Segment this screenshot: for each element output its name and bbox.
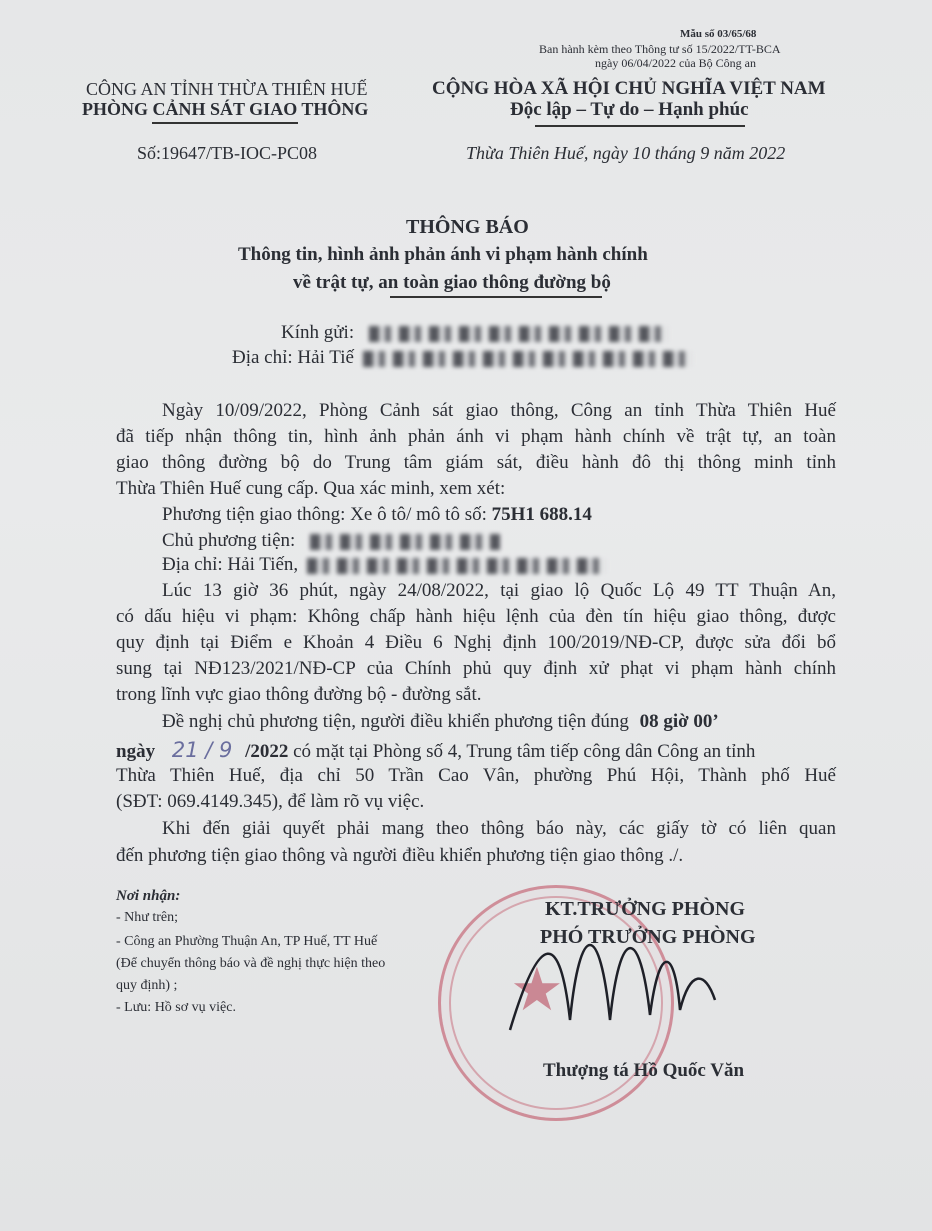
vehicle-line (162, 504, 592, 526)
body-line: giao thông đường bộ do Trung tâm giám sát, điều hành đô thị thông minh tỉnh (116, 452, 836, 473)
redacted-address (363, 351, 693, 367)
agency-name: PHÒNG CẢNH SÁT GIAO THÔNG (82, 99, 369, 119)
body-line: sung tại NĐ123/2021/NĐ-CP của Chính phủ quy định xử phạt vi phạm hành chính (116, 658, 836, 679)
appointment-line (116, 738, 755, 763)
form-issued-with: Ban hành kèm theo Thông tư số 15/2022/TT-BCA (539, 42, 781, 56)
subtitle-underline (390, 296, 602, 298)
appointment-year: /2022 (245, 741, 289, 762)
body-line: đến phương tiện giao thông và người điều khiển phương tiện giao thông ./. (116, 845, 684, 866)
redacted-owner-address (307, 558, 607, 574)
body-line: (SĐT: 069.4149.345), để làm rõ vụ việc. (116, 791, 425, 812)
recipient-item: (Để chuyển thông báo và đề nghị thực hiện theo (116, 956, 386, 971)
body-line: Thừa Thiên Huế cung cấp. Qua xác minh, xem xét: (116, 478, 506, 499)
document-title: THÔNG BÁO (406, 216, 529, 238)
document-subtitle-1: Thông tin, hình ảnh phản ánh vi phạm hành chính (238, 244, 648, 265)
owner-line (162, 530, 500, 552)
recipients-label: Nơi nhận: (116, 888, 181, 904)
document-number: Số:19647/TB-IOC-PC08 (137, 143, 318, 163)
agency-parent: CÔNG AN TỈNH THỪA THIÊN HUẾ (86, 79, 368, 99)
place-date: Thừa Thiên Huế, ngày 10 tháng 9 năm 2022 (466, 143, 786, 163)
appointment-place: có mặt tại Phòng số 4, Trung tâm tiếp công dân Công an tỉnh (293, 741, 756, 762)
body-line: Ngày 10/09/2022, Phòng Cảnh sát giao thông, Công an tỉnh Thừa Thiên Huế (162, 400, 836, 421)
signature-title-1: KT.TRƯỞNG PHÒNG (545, 898, 745, 920)
redacted-name (369, 326, 669, 342)
request-text: Đề nghị chủ phương tiện, người điều khiển phương tiện đúng (162, 711, 629, 732)
owner-label: Chủ phương tiện: (162, 530, 296, 551)
owner-address-label: Địa chỉ: Hải Tiến, (162, 554, 299, 575)
recipient-item: - Lưu: Hồ sơ vụ việc. (116, 1000, 236, 1015)
recipient-label: Kính gửi: (281, 322, 355, 343)
body-line (162, 711, 719, 733)
recipient-item: quy định) ; (116, 978, 178, 993)
recipient-address-label: Địa chỉ: Hải Tiế (232, 347, 354, 368)
handwritten-date: 21 / 9 (171, 738, 233, 762)
redacted-owner (310, 534, 500, 550)
signature-title-2: PHÓ TRƯỞNG PHÒNG (540, 926, 756, 948)
body-line: trong lĩnh vực giao thông đường bộ - đường sắt. (116, 684, 482, 705)
national-motto: CỘNG HÒA XÃ HỘI CHỦ NGHĨA VIỆT NAM (432, 78, 826, 99)
recipient-item: - Như trên; (116, 910, 179, 925)
body-line: Lúc 13 giờ 36 phút, ngày 24/08/2022, tại giao lộ Quốc Lộ 49 TT Thuận An, (162, 580, 836, 601)
owner-address-line (162, 554, 607, 576)
appointment-day-label: ngày (116, 741, 156, 762)
signer-name: Thượng tá Hồ Quốc Văn (543, 1060, 745, 1081)
document-subtitle-2: về trật tự, an toàn giao thông đường bộ (293, 272, 611, 293)
recipient-item: - Công an Phường Thuận An, TP Huế, TT Huế (116, 934, 378, 949)
stamp-star-icon: ★ (510, 957, 564, 1023)
vehicle-plate: 75H1 688.14 (491, 504, 592, 525)
recipient-address-line (232, 347, 693, 369)
body-line: quy định tại Điểm e Khoản 4 Điều 6 Nghị định 100/2019/NĐ-CP, được sửa đổi bổ (116, 632, 836, 653)
form-issued-date: ngày 06/04/2022 của Bộ Công an (595, 56, 756, 70)
body-line: Khi đến giải quyết phải mang theo thông báo này, các giấy tờ có liên quan (162, 818, 836, 839)
slogan-underline (535, 125, 745, 127)
body-line: đã tiếp nhận thông tin, hình ảnh phản ánh vi phạm hành chính về trật tự, an toàn (116, 426, 836, 447)
vehicle-label: Phương tiện giao thông: Xe ô tô/ mô tô số: (162, 504, 487, 525)
national-slogan: Độc lập – Tự do – Hạnh phúc (510, 99, 749, 120)
form-number: Mẫu số 03/65/68 (680, 28, 757, 40)
body-line: Thừa Thiên Huế, địa chỉ 50 Trần Cao Vân, phường Phú Hội, Thành phố Huế (116, 765, 836, 786)
recipient-line (281, 322, 669, 344)
body-line: có dấu hiệu vi phạm: Không chấp hành hiệu lệnh của đèn tín hiệu giao thông, được (116, 606, 836, 627)
appointment-time: 08 giờ 00’ (639, 711, 719, 732)
agency-underline (152, 122, 298, 124)
